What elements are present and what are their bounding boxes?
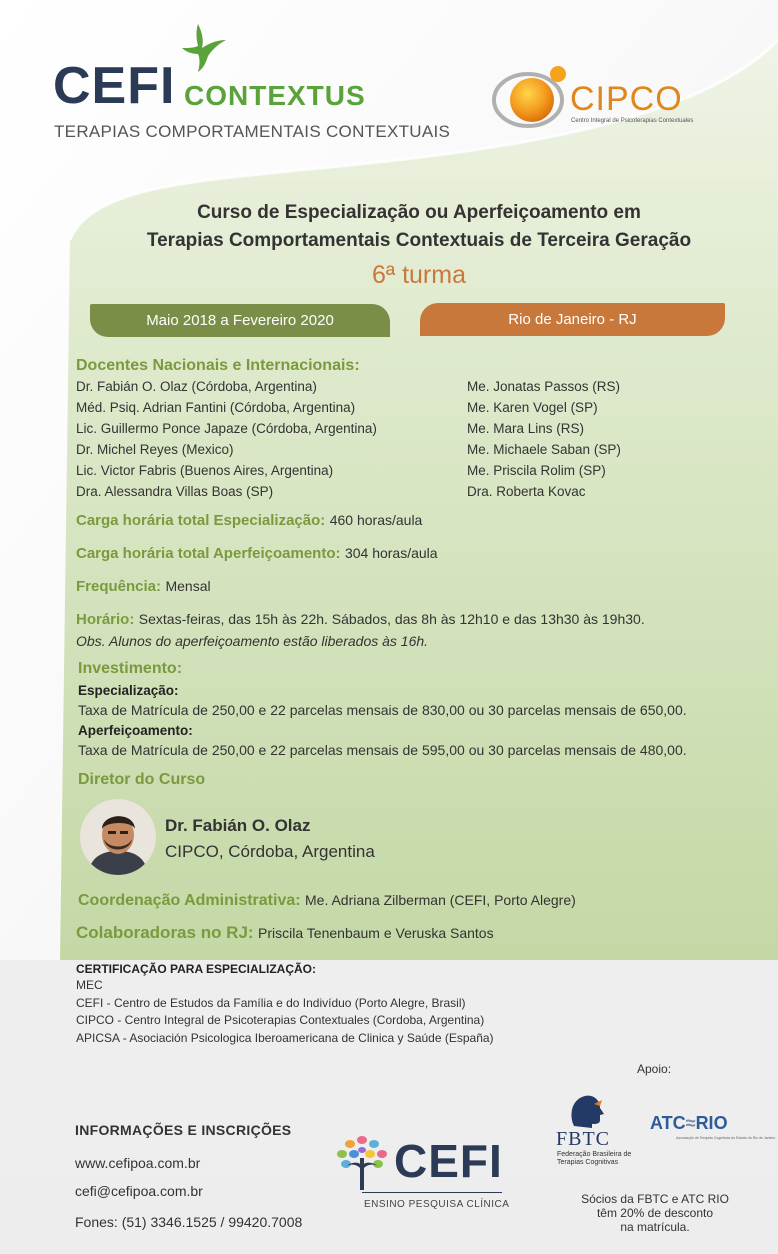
dates-text: Maio 2018 a Fevereiro 2020 <box>146 312 334 329</box>
cefi-tagline: TERAPIAS COMPORTAMENTAIS CONTEXTUAIS <box>54 122 451 141</box>
course-edition: 6ª turma <box>371 261 466 289</box>
coordenacao <box>78 892 576 910</box>
docente-item: Méd. Psiq. Adrian Fantini (Córdoba, Argentina) <box>76 400 356 415</box>
discount-line3: na matrícula. <box>620 1220 690 1234</box>
course-title-line2: Terapias Comportamentais Contextuais de Terceira Geração <box>146 230 692 251</box>
contato-site[interactable]: www.cefipoa.com.br <box>75 1155 201 1171</box>
discount-line2: têm 20% de desconto <box>596 1206 714 1220</box>
docente-item: Me. Karen Vogel (SP) <box>467 400 598 415</box>
docentes-heading: Docentes Nacionais e Internacionais: <box>76 357 360 374</box>
horario <box>76 611 645 629</box>
discount-note <box>570 1192 740 1234</box>
fbtc-subtitle-line2: Terapias Cognitivas <box>557 1159 619 1166</box>
atc-brand-left: ATC <box>650 1113 686 1133</box>
wave-icon: ≈ <box>685 1113 696 1133</box>
horario-label: Horário: <box>76 611 135 628</box>
discount-line1: Sócios da FBTC e ATC RIO <box>581 1192 729 1206</box>
docentes-left-list <box>76 376 377 502</box>
atc-rio-logo <box>650 1113 728 1134</box>
colaboradoras <box>76 923 494 943</box>
certificacao-item: APICSA - Asociación Psicologica Iberoamericana de Clinica y Saúde (España) <box>76 1030 494 1045</box>
location-banner <box>420 303 725 336</box>
carga-esp-label: Carga horária total Especialização: <box>76 512 326 529</box>
fbtc-brand: FBTC <box>556 1128 611 1150</box>
contato-heading: INFORMAÇÕES E INSCRIÇÕES <box>75 1122 292 1138</box>
frequencia-label: Frequência: <box>76 578 162 595</box>
docente-item: Me. Jonatas Passos (RS) <box>467 379 621 394</box>
docentes-right-list <box>467 376 621 502</box>
director-affiliation: CIPCO, Córdoba, Argentina <box>165 842 375 861</box>
coordenacao-value: Me. Adriana Zilberman (CEFI, Porto Alegre) <box>305 892 576 908</box>
carga-aperf-label: Carga horária total Aperfeiçoamento: <box>76 545 341 562</box>
docente-item: Dr. Fabián O. Olaz (Córdoba, Argentina) <box>76 379 317 394</box>
footer-divider <box>362 1192 502 1193</box>
contato-email[interactable]: cefi@cefipoa.com.br <box>75 1183 203 1199</box>
investimento-aperf-label: Aperfeiçoamento: <box>78 723 193 738</box>
carga-especializacao <box>76 512 422 530</box>
coordenacao-label: Coordenação Administrativa: <box>78 892 301 909</box>
director-name: Dr. Fabián O. Olaz <box>165 816 311 835</box>
colaboradoras-value: Priscila Tenenbaum e Veruska Santos <box>258 925 494 941</box>
docente-item: Dr. Michel Reyes (Mexico) <box>76 442 234 457</box>
horario-obs: Obs. Alunos do aperfeiçoamento estão liberados às 16h. <box>76 633 429 649</box>
cipco-subtitle: Centro Integral de Psicoterapias Contextuales <box>571 118 694 124</box>
certificacao-list <box>76 977 494 1047</box>
atc-brand-right: RIO <box>695 1113 728 1133</box>
cipco-brand: CIPCO <box>570 80 683 118</box>
docente-item: Me. Mara Lins (RS) <box>467 421 585 436</box>
footer-cefi-brand: CEFI <box>394 1135 503 1187</box>
frequencia <box>76 578 211 596</box>
carga-aperfeicoamento <box>76 545 438 563</box>
frequencia-value: Mensal <box>165 578 211 594</box>
horario-value: Sextas-feiras, das 15h às 22h. Sábados, das 8h às 12h10 e das 13h30 às 19h30. <box>138 611 645 627</box>
docente-item: Lic. Guillermo Ponce Japaze (Córdoba, Argentina) <box>76 421 377 436</box>
apoio-label: Apoio: <box>637 1062 672 1076</box>
investimento-aperf-text: Taxa de Matrícula de 250,00 e 22 parcelas mensais de 595,00 ou 30 parcelas mensais de 480,00. <box>78 742 687 758</box>
cefi-tree-icon <box>332 1132 392 1194</box>
certificacao-heading: CERTIFICAÇÃO PARA ESPECIALIZAÇÃO: <box>76 962 316 976</box>
director-avatar <box>80 799 156 875</box>
cipco-logo-icon <box>490 62 572 132</box>
docente-item: Lic. Victor Fabris (Buenos Aires, Argentina) <box>76 463 334 478</box>
certificacao-item: CIPCO - Centro Integral de Psicoterapias Contextuales (Cordoba, Argentina) <box>76 1013 485 1027</box>
certificacao-item: MEC <box>76 978 103 992</box>
location-text: Rio de Janeiro - RJ <box>508 311 637 328</box>
investimento-esp-label: Especialização: <box>78 683 179 698</box>
investimento-heading: Investimento: <box>78 660 183 677</box>
dates-banner <box>90 304 390 337</box>
footer-cefi-sub: ENSINO PESQUISA CLÍNICA <box>364 1199 510 1210</box>
carga-esp-value: 460 horas/aula <box>329 512 423 528</box>
atc-subtitle: Associação de Terapias Cognitivas do Estado do Rio de Janeiro <box>676 1136 776 1140</box>
fbtc-head-icon <box>566 1090 606 1130</box>
cefi-brand: CEFI <box>53 57 176 115</box>
investimento-esp-text: Taxa de Matrícula de 250,00 e 22 parcelas mensais de 830,00 ou 30 parcelas mensais de 650,00. <box>78 702 687 718</box>
certificacao-item: CEFI - Centro de Estudos da Família e do Indivíduo (Porto Alegre, Brasil) <box>76 995 466 1010</box>
diretor-heading: Diretor do Curso <box>78 771 206 788</box>
docente-item: Me. Michaele Saban (SP) <box>467 442 621 457</box>
course-title-line1: Curso de Especialização ou Aperfeiçoamento em <box>197 202 641 223</box>
docente-item: Dra. Alessandra Villas Boas (SP) <box>76 484 274 499</box>
bird-icon <box>178 18 228 74</box>
docente-item: Dra. Roberta Kovac <box>467 484 586 499</box>
colaboradoras-label: Colaboradoras no RJ: <box>76 923 254 942</box>
fbtc-subtitle-line1: Federação Brasileira de <box>557 1151 632 1158</box>
docente-item: Me. Priscila Rolim (SP) <box>467 463 606 478</box>
contextus-brand: CONTEXTUS <box>184 80 366 111</box>
contato-phones: Fones: (51) 3346.1525 / 99420.7008 <box>75 1214 303 1230</box>
carga-aperf-value: 304 horas/aula <box>344 545 438 561</box>
